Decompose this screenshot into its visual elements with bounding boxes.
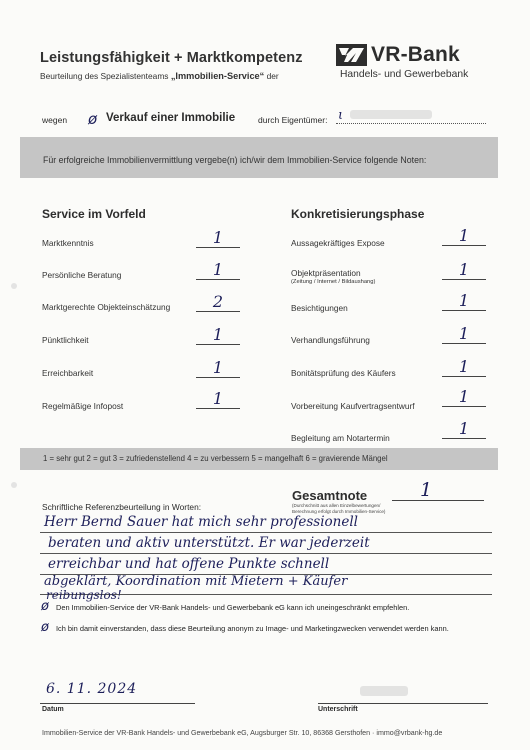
reference-text-line: abgeklärt, Koordination mit Mietern + Käufer: [44, 574, 348, 589]
grade-legend: 1 = sehr gut 2 = gut 3 = zufriedenstellend 4 = zu verbessern 5 = mangelhaft 6 = gravierende Mängel: [43, 454, 388, 463]
grade-value: 2: [212, 292, 224, 311]
criterion-label: Bonitätsprüfung des Käufers: [291, 368, 396, 378]
criterion-label: Aussagekräftiges Expose: [291, 238, 385, 248]
grade-field[interactable]: [442, 310, 486, 311]
criterion-label: Erreichbarkeit: [42, 368, 94, 378]
criterion-label: Pünktlichkeit: [42, 335, 89, 345]
grade-field[interactable]: [196, 279, 240, 280]
form-subtitle: [40, 71, 279, 81]
reference-label: Schriftliche Referenzbeurteilung in Worten:: [42, 502, 202, 512]
wegen-check-mark: ø: [88, 110, 98, 128]
writing-line[interactable]: [40, 532, 492, 533]
date-label: Datum: [42, 706, 64, 713]
signature-label: Unterschrift: [318, 706, 358, 713]
grade-field[interactable]: [442, 245, 486, 246]
statement-text: Ich bin damit einverstanden, dass diese Beurteilung anonym zu Image- und Marketingzwecken verwendet werden kann.: [56, 624, 449, 633]
reference-text-line: beraten und aktiv unterstützt. Er war jederzeit: [48, 535, 370, 551]
grade-field[interactable]: [196, 408, 240, 409]
grade-field[interactable]: [442, 343, 486, 344]
grade-field[interactable]: [196, 247, 240, 248]
grade-value: 1: [458, 260, 470, 279]
bank-name: VR-Bank: [371, 43, 460, 66]
form-title: Leistungsfähigkeit + Marktkompetenz: [40, 50, 303, 66]
grade-value: 1: [212, 389, 224, 408]
criterion-label: Marktgerechte Objekteinschätzung: [42, 302, 171, 312]
criterion-label: Marktkenntnis: [42, 238, 94, 248]
wegen-value: Verkauf einer Immobilie: [106, 112, 236, 124]
punch-hole: [11, 482, 17, 488]
subtitle-suffix: der: [266, 71, 279, 81]
statement-check-mark: ø: [41, 620, 49, 635]
grade-value: 1: [458, 357, 470, 376]
statement-check-mark: ø: [41, 599, 49, 614]
gesamtnote-note: [292, 503, 402, 514]
grade-value: 1: [212, 358, 224, 377]
grade-field[interactable]: [442, 438, 486, 439]
grade-value: 1: [458, 419, 470, 438]
grade-value: 1: [212, 228, 224, 247]
redacted-signature: [360, 686, 408, 696]
grade-value: 1: [458, 387, 470, 406]
grade-field[interactable]: [196, 344, 240, 345]
reference-text-line: erreichbar und hat offene Punkte schnell: [48, 556, 330, 572]
gesamtnote-field[interactable]: [392, 500, 484, 501]
wegen-label: wegen: [42, 115, 68, 125]
intro-text: Für erfolgreiche Immobilienvermittlung vergebe(n) ich/wir dem Immobilien-Service folgende Noten:: [43, 155, 427, 165]
statement-text: Den Immobilien-Service der VR-Bank Handels- und Gewerbebank eG kann ich uneingeschränkt empfehlen.: [56, 603, 410, 612]
gesamtnote-note-line: (Durchschnitt aus allen Einzelbewertungen/: [292, 503, 381, 508]
criterion-label-main: Objektpräsentation: [291, 268, 361, 278]
gesamtnote-label: Gesamtnote: [292, 488, 368, 503]
signature-field[interactable]: [318, 703, 488, 704]
grade-field[interactable]: [442, 406, 486, 407]
criterion-label: Besichtigungen: [291, 303, 348, 313]
grade-value: 1: [458, 291, 470, 310]
reference-text-line: Herr Bernd Sauer hat mich sehr professionell: [44, 514, 358, 530]
punch-hole: [11, 283, 17, 289]
gesamtnote-note-line: Berechnung erfolgt durch Immobilien-Service): [292, 508, 386, 514]
grade-value: 1: [212, 260, 224, 279]
subtitle-team: „Immobilien-Service“: [170, 71, 265, 81]
criterion-label: Persönliche Beratung: [42, 270, 122, 280]
writing-line[interactable]: [40, 553, 492, 554]
owner-label: durch Eigentümer:: [258, 115, 328, 125]
subtitle-prefix: Beurteilung des Spezialistenteams: [40, 71, 169, 81]
criterion-label: Regelmäßige Infopost: [42, 401, 124, 411]
footer-text: Immobilien-Service der VR-Bank Handels- und Gewerbebank eG, Augsburger Str. 10, 86368 Gersthofen · immo@vrbank-hg.de: [42, 729, 443, 737]
criterion-sublabel: (Zeitung / Internet / Bildaushang): [291, 279, 376, 285]
section-title-konkretisierung: Konkretisierungsphase: [291, 207, 425, 221]
grade-field[interactable]: [442, 279, 486, 280]
criterion-label: Verhandlungsführung: [291, 335, 370, 345]
vr-bank-logo-icon: [336, 44, 367, 66]
section-title-service: Service im Vorfeld: [42, 207, 146, 221]
grade-field[interactable]: [196, 377, 240, 378]
owner-field[interactable]: [336, 123, 486, 124]
reference-text-line: reibungslos!: [46, 588, 122, 602]
grade-value: 1: [458, 226, 470, 245]
grade-value: 1: [212, 325, 224, 344]
grade-field[interactable]: [196, 311, 240, 312]
criterion-label: Vorbereitung Kaufvertragsentwurf: [291, 401, 415, 411]
gesamtnote-value: 1: [420, 479, 433, 501]
redacted-owner: [350, 110, 432, 119]
grade-value: 1: [458, 324, 470, 343]
owner-handwriting-stroke: ι: [338, 108, 344, 123]
date-value: 6. 11. 2024: [46, 681, 138, 697]
bank-subname: Handels- und Gewerbebank: [340, 69, 469, 80]
criterion-label: [291, 268, 375, 285]
criterion-label: Begleitung am Notartermin: [291, 433, 390, 443]
date-field[interactable]: [40, 703, 195, 704]
grade-field[interactable]: [442, 376, 486, 377]
